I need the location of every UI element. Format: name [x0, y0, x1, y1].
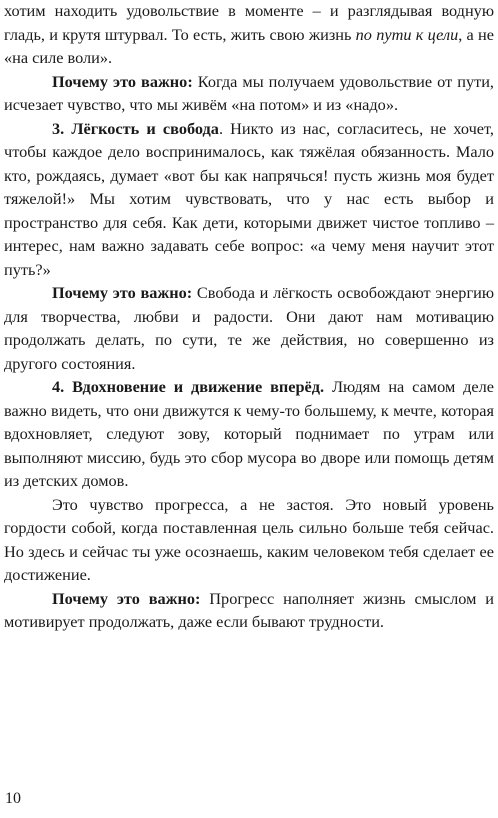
paragraph-why-important-1 — [4, 70, 494, 117]
paragraph-text: Это чувство прогресса, а не застоя. Это новый уровень гордости собой, когда поставленная цель сильно больше тебя сейчас. Но здесь и сейчас ты уже осознаешь, каким человеком тебя сделает ее достижение. — [4, 494, 494, 584]
page-body — [4, 0, 494, 634]
paragraph-inspiration — [4, 375, 494, 493]
paragraph-text: Прогресс наполняет жизнь смыслом и мотивирует продолжать, даже если бывают трудности. — [4, 588, 494, 631]
paragraph-why-important-2 — [4, 281, 494, 375]
bold-lead: Почему это важно: — [52, 71, 193, 91]
paragraph-why-important-3 — [4, 587, 494, 634]
bold-lead: Почему это важно: — [52, 283, 193, 302]
paragraph-sail-continuation — [4, 0, 494, 70]
paragraph-lightness-freedom — [4, 117, 494, 282]
paragraph-text: Людям на самом деле важно видеть, что они движутся к чему-то большему, к мечте, которая вдохновляет, следуют зову, который поднимает по утрам или выполняют миссию, будь это сбор мусора во дворе или помощь детям из детских домов. — [4, 377, 495, 490]
italic-phrase: по пути к цели — [355, 24, 459, 44]
paragraph-text: Свобода и лёгкость освобождают энергию для творчества, любви и радости. Они дают нам мотивацию продолжать делать, по сути, те же действия, но совершенно из другого состояния. — [4, 283, 494, 373]
page-number: 10 — [5, 790, 21, 807]
paragraph-text: хотим находить удовольствие в моменте – и разглядывая водную гладь, и крутя штурвал. То есть, жить свою жизнь — [4, 1, 494, 44]
section-heading-3: 3. Лёгкость и свобода — [52, 118, 219, 138]
paragraph-progress — [4, 493, 494, 587]
paragraph-text: , а не «на силе воли». — [4, 24, 494, 67]
section-heading-4: 4. Вдохновение и движение вперёд. — [52, 377, 325, 396]
bold-lead: Почему это важно: — [52, 588, 201, 608]
paragraph-text: . Никто из нас, согласитесь, не хочет, чтобы каждое дело воспринималось, как тяжёлая обязанность. Мало кто, рождаясь, думает «вот бы как напрячься! пусть жизнь моя будет тяжелой!» Мы хотим чувствовать, что у нас есть выбор и пространство для себя. Как дети, которыми движет чистое топливо – интерес, нам важно задавать себе вопрос: «а чему меня научит этот путь?» — [4, 118, 494, 279]
paragraph-text: Когда мы получаем удовольствие от пути, исчезает чувство, что мы живём «на потом» и из «надо». — [4, 71, 494, 114]
